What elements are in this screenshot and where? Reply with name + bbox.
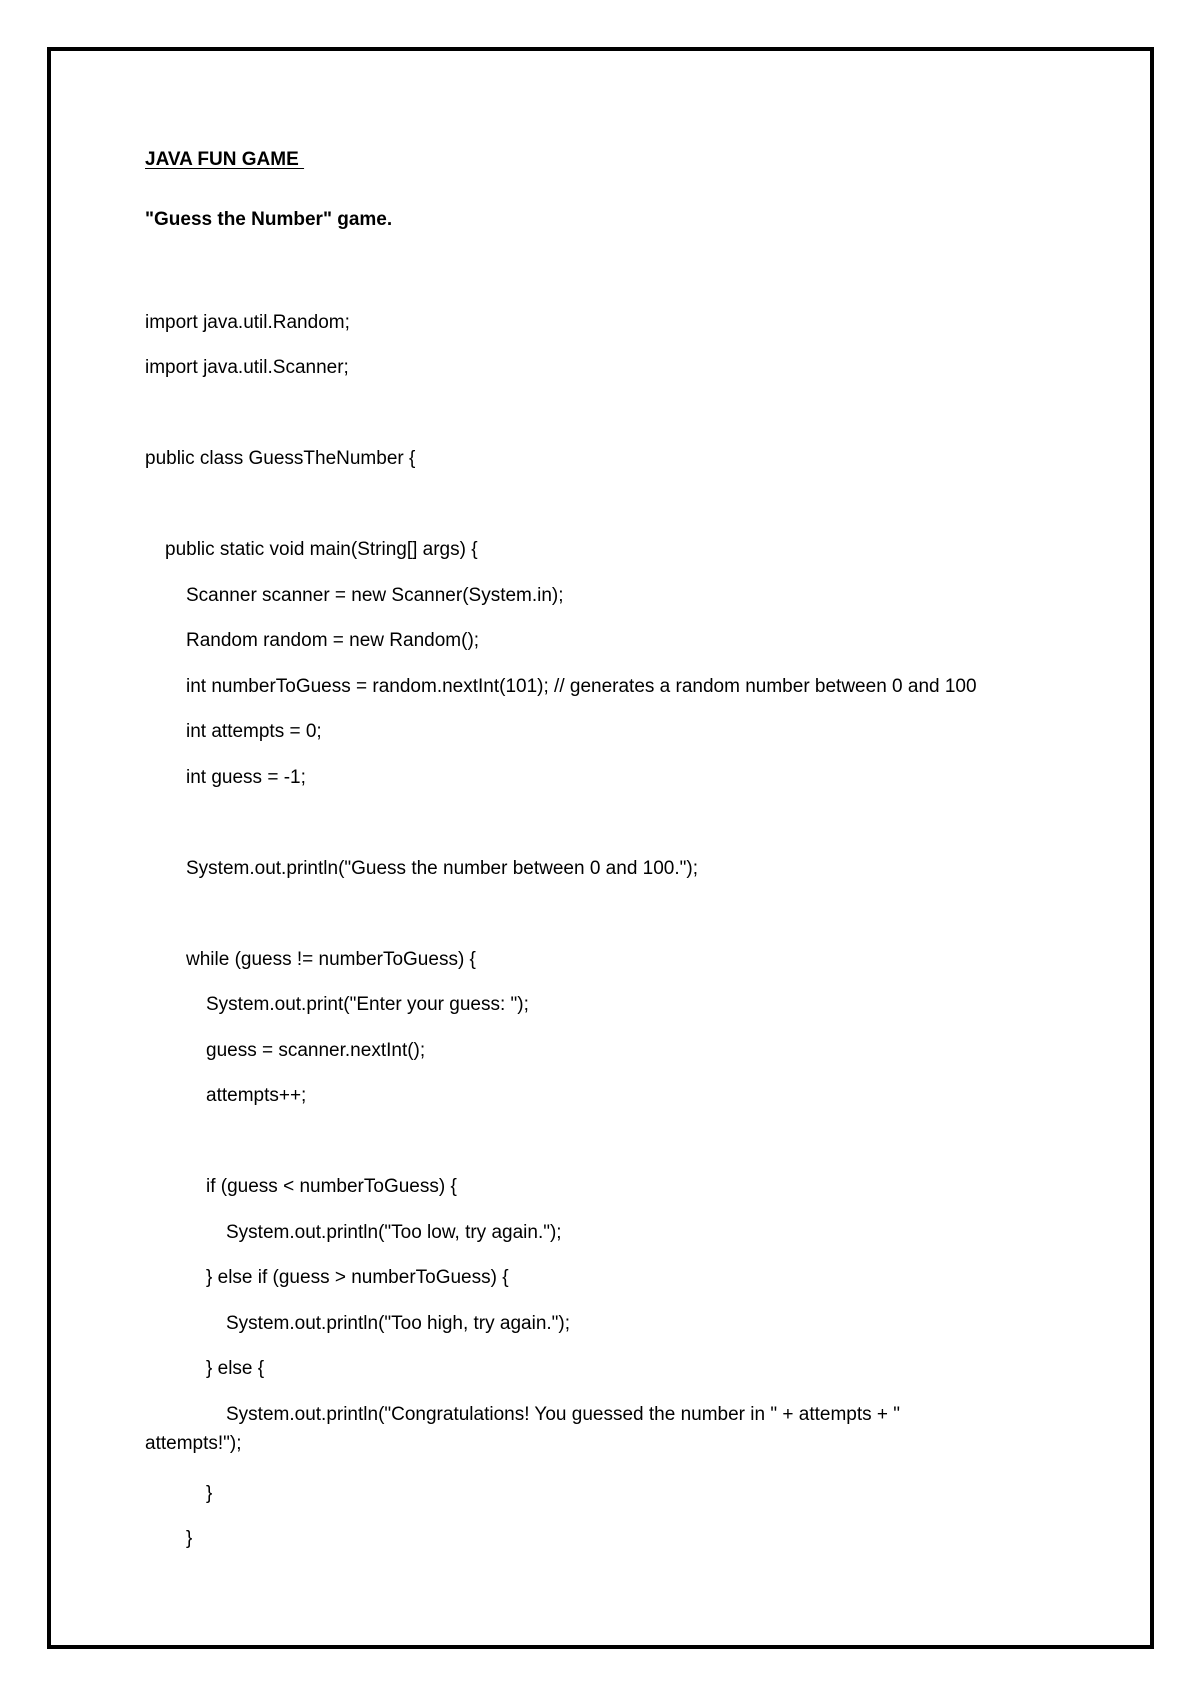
code-line: System.out.println("Congratulations! You guessed the number in " + attempts + " — [226, 1404, 901, 1425]
code-line: public class GuessTheNumber { — [145, 448, 416, 469]
code-line: import java.util.Scanner; — [145, 357, 349, 378]
code-line: int guess = -1; — [186, 767, 306, 788]
document-subtitle: "Guess the Number" game. — [145, 209, 393, 230]
code-line: int numberToGuess = random.nextInt(101); // generates a random number between 0 and 100 — [186, 676, 977, 697]
code-line: System.out.println("Too low, try again."); — [226, 1222, 562, 1243]
code-line: System.out.println("Guess the number between 0 and 100."); — [186, 858, 698, 879]
code-line: int attempts = 0; — [186, 721, 322, 742]
code-line: } — [206, 1483, 213, 1504]
code-line: System.out.println("Too high, try again."); — [226, 1313, 571, 1334]
code-line: attempts!"); — [145, 1433, 242, 1454]
code-line: import java.util.Random; — [145, 312, 350, 333]
code-line: public static void main(String[] args) { — [165, 539, 478, 560]
code-line: } else if (guess > numberToGuess) { — [206, 1267, 509, 1288]
code-line: System.out.print("Enter your guess: "); — [206, 994, 529, 1015]
code-line: Scanner scanner = new Scanner(System.in); — [186, 585, 564, 606]
code-line: Random random = new Random(); — [186, 630, 480, 651]
code-line: } — [186, 1528, 193, 1549]
code-line: if (guess < numberToGuess) { — [206, 1176, 457, 1197]
code-line: guess = scanner.nextInt(); — [206, 1040, 426, 1061]
code-line: while (guess != numberToGuess) { — [186, 949, 476, 970]
document-title: JAVA FUN GAME — [145, 149, 305, 170]
code-line: } else { — [206, 1358, 265, 1379]
code-line: attempts++; — [206, 1085, 307, 1106]
